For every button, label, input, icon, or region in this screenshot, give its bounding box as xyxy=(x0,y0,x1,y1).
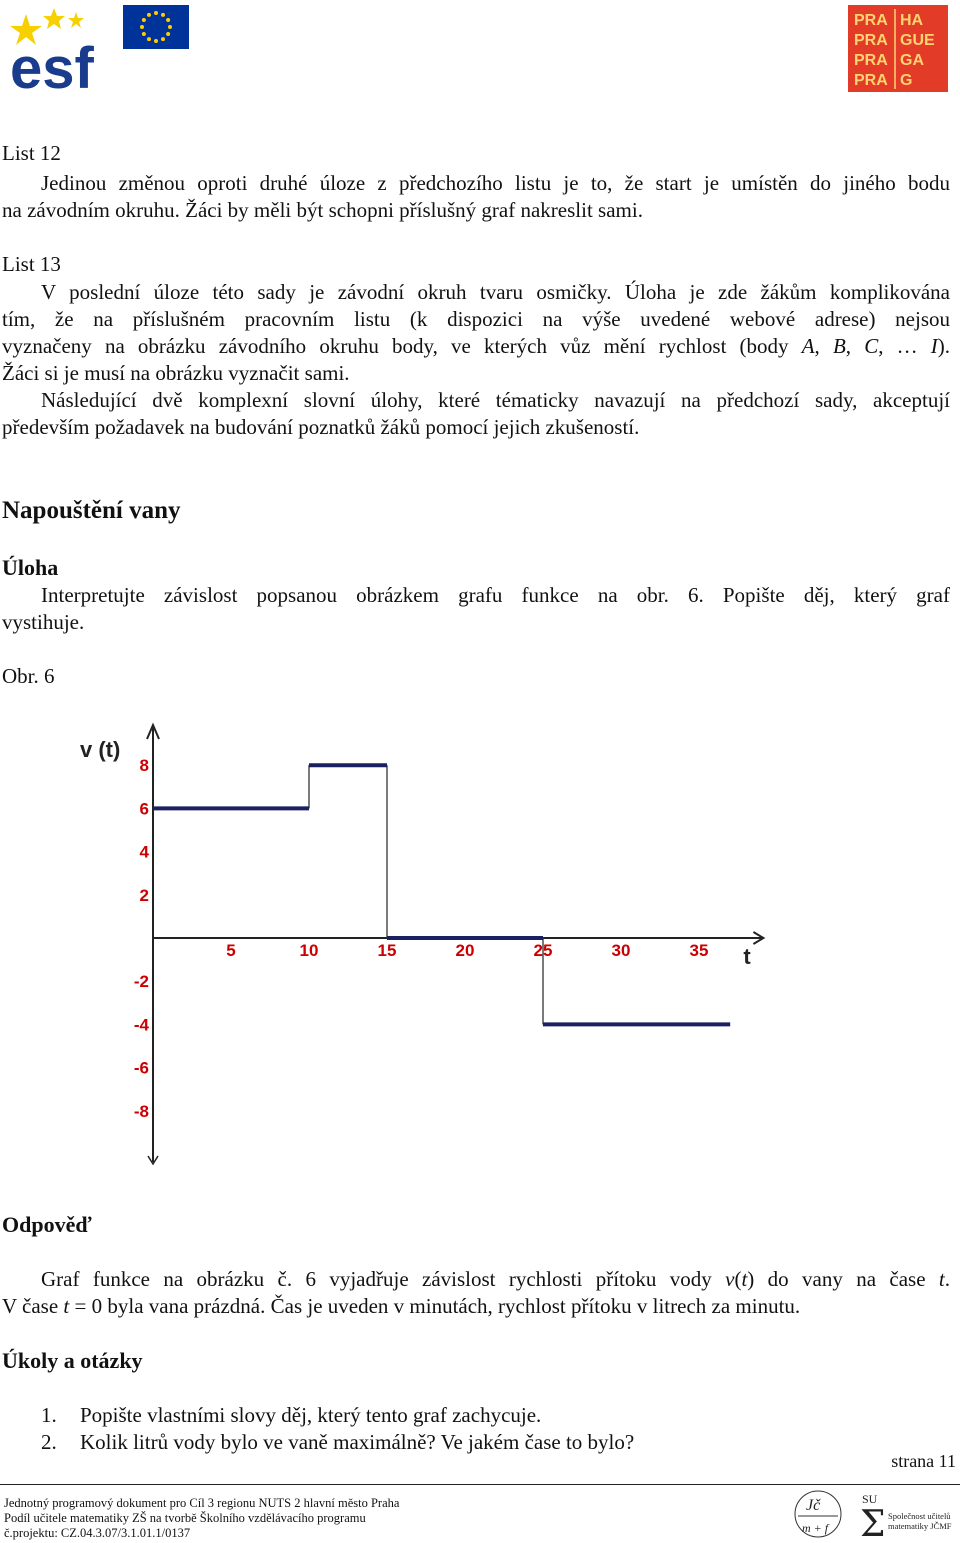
x-tick-label: 20 xyxy=(455,941,475,960)
velocity-chart xyxy=(60,715,790,1165)
list13-line5: Následující dvě komplexní slovní úlohy, které tématicky navazují na předchozí sady, akceptují xyxy=(41,388,950,412)
question-item-1 xyxy=(41,1402,541,1429)
y-tick-label: -6 xyxy=(133,1058,149,1078)
svg-text:PRA: PRA xyxy=(854,72,888,89)
section-title: Napouštění vany xyxy=(2,497,181,524)
question-text: Popište vlastními slovy děj, který tento graf zachycuje. xyxy=(80,1403,542,1427)
y-tick-label: 6 xyxy=(139,799,149,819)
svg-text:SU: SU xyxy=(862,1492,878,1506)
svg-text:matematiky JČMF: matematiky JČMF xyxy=(888,1521,952,1531)
question-text: Kolik litrů vody bylo ve vaně maximálně? Ve jakém čase to bylo? xyxy=(80,1430,635,1454)
footer-divider xyxy=(0,1484,960,1485)
list13-line3: vyznačeny na obrázku závodního okruhu body, ve kterých vůz mění rychlost (body A, B, C, … I). xyxy=(2,334,951,358)
list13-title: List 13 xyxy=(2,252,61,276)
esf-logo xyxy=(8,4,114,92)
x-tick-label: 15 xyxy=(377,941,397,960)
x-axis-label: t xyxy=(743,944,751,969)
answer-line2: V čase t = 0 byla vana prázdná. Čas je uveden v minutách, rychlost přítoku v litrech za minutu. xyxy=(2,1294,801,1318)
y-tick-label: -8 xyxy=(133,1101,149,1121)
svg-text:Společnost učitelů: Společnost učitelů xyxy=(888,1511,951,1521)
praha-logo xyxy=(848,5,948,92)
question-item-2 xyxy=(41,1429,634,1456)
svg-text:GUE: GUE xyxy=(900,32,935,49)
y-tick-label: -2 xyxy=(133,972,149,992)
su-jcmf-logo xyxy=(860,1490,958,1538)
y-tick-label: -4 xyxy=(133,1015,149,1035)
footer-line1: Jednotný programový dokument pro Cíl 3 regionu NUTS 2 hlavní město Praha xyxy=(4,1496,400,1510)
x-tick-label: 25 xyxy=(533,941,553,960)
figure-label: Obr. 6 xyxy=(2,664,55,688)
x-tick-label: 35 xyxy=(689,941,709,960)
svg-text:HA: HA xyxy=(900,12,924,29)
list13-line2: tím, že na příslušném pracovním listu (k dispozici na výše uvedené webové adrese) nejsou xyxy=(2,307,950,331)
list12-title: List 12 xyxy=(2,141,61,165)
task-heading: Úloha xyxy=(2,555,59,580)
svg-text:Σ: Σ xyxy=(860,1504,886,1538)
y-tick-label: 4 xyxy=(139,842,149,862)
x-tick-label: 10 xyxy=(299,941,319,960)
y-axis-label: v (t) xyxy=(80,737,121,762)
list13-line6: především požadavek na budování poznatků žáků pomocí jejich zkušeností. xyxy=(2,415,640,439)
eu-flag-logo xyxy=(123,5,189,49)
svg-text:Jč: Jč xyxy=(806,1497,821,1514)
list13-line1: V poslední úloze této sady je závodní okruh tvaru osmičky. Úloha je zde žákům komplikována xyxy=(41,280,950,304)
svg-text:GA: GA xyxy=(900,52,924,69)
list12-paragraph-line1: Jedinou změnou oproti druhé úloze z předchozího listu je to, že start je umístěn do jiného bodu xyxy=(41,171,950,195)
svg-text:PRA: PRA xyxy=(854,52,888,69)
question-number: 1. xyxy=(41,1403,57,1427)
answer-line1: Graf funkce na obrázku č. 6 vyjadřuje závislost rychlosti přítoku vody v(t) do vany na čase t. xyxy=(41,1267,950,1291)
y-tick-label: 8 xyxy=(139,756,149,776)
svg-text:PRA: PRA xyxy=(854,32,888,49)
y-tick-label: 2 xyxy=(139,885,149,905)
task-line1: Interpretujte závislost popsanou obrázkem grafu funkce na obr. 6. Popište děj, který graf xyxy=(41,583,950,607)
footer-line3: č.projektu: CZ.04.3.07/3.1.01.1/0137 xyxy=(4,1526,191,1540)
list13-line4: Žáci si je musí na obrázku vyznačit sami. xyxy=(2,361,350,385)
list12-paragraph-line2: na závodním okruhu. Žáci by měli být schopni příslušný graf nakreslit sami. xyxy=(2,198,643,222)
page-number: strana 11 xyxy=(891,1451,956,1471)
jcmf-logo xyxy=(792,1488,844,1538)
x-tick-label: 30 xyxy=(611,941,631,960)
question-number: 2. xyxy=(41,1430,57,1454)
esf-logo-text: esf xyxy=(10,36,94,92)
svg-text:PRA: PRA xyxy=(854,12,888,29)
svg-text:G: G xyxy=(900,72,913,89)
x-tick-label: 5 xyxy=(226,941,236,960)
footer-line2: Podíl učitele matematiky ZŠ na tvorbě Školního vzdělávacího programu xyxy=(4,1511,366,1525)
answer-heading: Odpověď xyxy=(2,1212,92,1237)
questions-heading: Úkoly a otázky xyxy=(2,1348,143,1373)
svg-text:m + f: m + f xyxy=(802,1521,829,1535)
task-line2: vystihuje. xyxy=(2,610,85,634)
